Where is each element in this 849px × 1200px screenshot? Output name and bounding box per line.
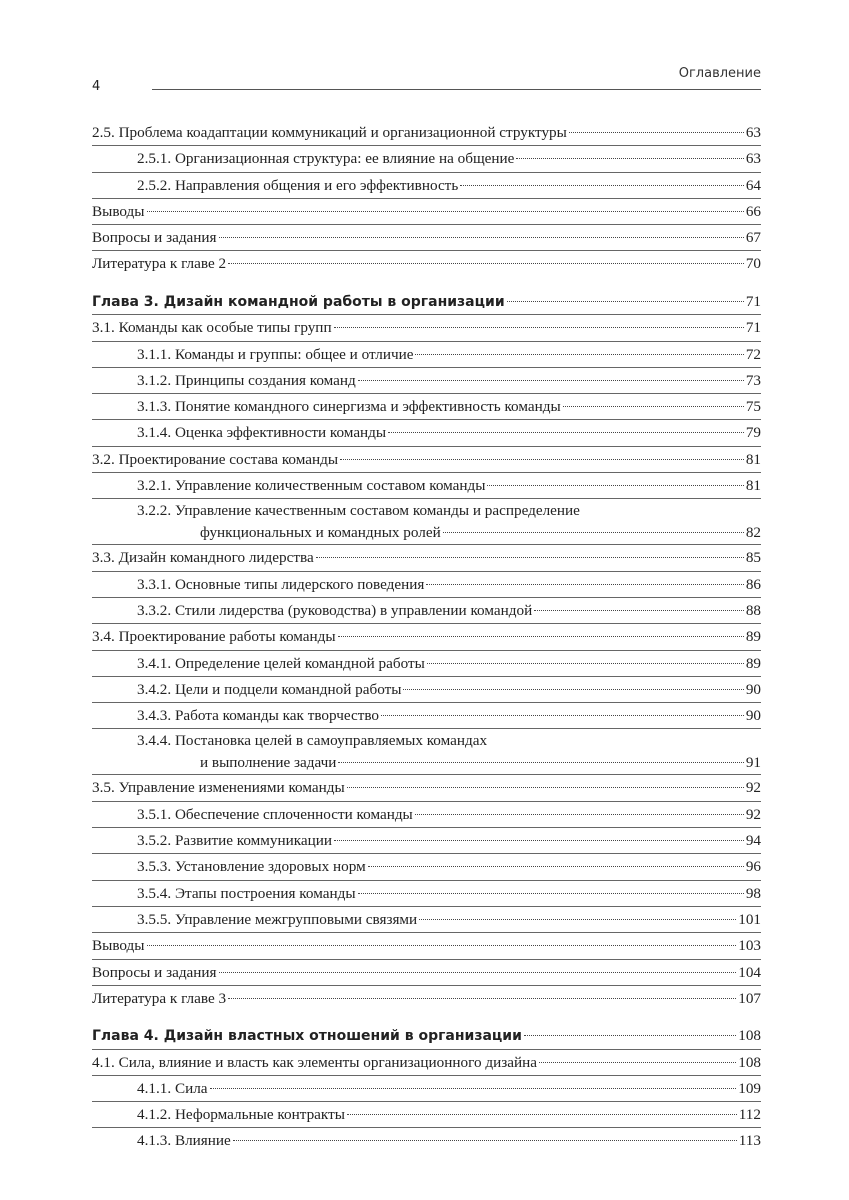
toc-entry-title: 3.4.4. Постановка целей в самоуправляемых командах xyxy=(137,732,488,750)
toc-entry[interactable] xyxy=(92,651,761,676)
dot-leader xyxy=(340,459,744,460)
toc-entry-page: 96 xyxy=(745,858,761,876)
toc-entry[interactable] xyxy=(92,315,761,340)
chapter-gap xyxy=(92,277,761,289)
toc-entry-title: 3.4.3. Работа команды как творчество xyxy=(137,707,380,725)
dot-leader xyxy=(358,380,744,381)
toc-entry-title: 4.1. Сила, влияние и власть как элементы организационного дизайна xyxy=(92,1053,537,1071)
toc-entry[interactable] xyxy=(92,677,761,702)
dot-leader xyxy=(563,406,744,407)
toc-entry[interactable] xyxy=(92,447,761,472)
dot-leader xyxy=(147,211,744,212)
toc-entry-page: 103 xyxy=(738,937,761,955)
toc-entry-title: 4.1.1. Сила xyxy=(137,1079,208,1097)
toc-entry-title: Литература к главе 3 xyxy=(92,989,227,1007)
dot-leader xyxy=(368,866,744,867)
toc-chapter-entry[interactable] xyxy=(92,289,761,314)
toc-entry[interactable] xyxy=(92,146,761,171)
toc-entry-page: 85 xyxy=(745,549,761,567)
toc-entry-title: 3.4.1. Определение целей командной работы xyxy=(137,654,425,672)
toc-entry-page: 101 xyxy=(738,910,761,928)
toc-entry[interactable] xyxy=(92,624,761,649)
toc-entry-page: 108 xyxy=(738,1053,761,1071)
toc-entry-page: 63 xyxy=(745,150,761,168)
toc-entry[interactable] xyxy=(92,933,761,958)
toc-entry-title: 3.2. Проектирование состава команды xyxy=(92,450,339,468)
toc-entry[interactable] xyxy=(92,1128,761,1153)
toc-entry-page: 81 xyxy=(745,450,761,468)
toc-entry-title: 3.1.4. Оценка эффективности команды xyxy=(137,424,387,442)
toc-entry-page: 71 xyxy=(745,292,761,310)
dot-leader xyxy=(381,715,744,716)
toc-entry-title: 3.3. Дизайн командного лидерства xyxy=(92,549,314,567)
toc-entry-page: 73 xyxy=(745,371,761,389)
toc-entry-page: 89 xyxy=(745,628,761,646)
toc-entry-page: 92 xyxy=(745,805,761,823)
dot-leader xyxy=(419,919,736,920)
dot-leader xyxy=(219,237,744,238)
toc-entry-title: 2.5.1. Организационная структура: ее влияние на общение xyxy=(137,150,515,168)
toc-entry-title: Глава 3. Дизайн командной работы в организации xyxy=(92,293,505,310)
toc-entry-page: 81 xyxy=(745,477,761,495)
dot-leader xyxy=(228,998,736,999)
toc-entry[interactable] xyxy=(92,342,761,367)
toc-entry-title: 3.5. Управление изменениями команды xyxy=(92,779,345,797)
toc-entry[interactable] xyxy=(92,907,761,932)
dot-leader xyxy=(539,1062,736,1063)
dot-leader xyxy=(147,945,737,946)
toc-entry-title: 3.5.2. Развитие коммуникации xyxy=(137,832,333,850)
toc-entry-title: 3.5.3. Установление здоровых норм xyxy=(137,858,366,876)
toc-entry-page: 98 xyxy=(745,884,761,902)
toc-entry-page: 86 xyxy=(745,575,761,593)
dot-leader xyxy=(427,663,744,664)
toc-entry[interactable] xyxy=(92,473,761,498)
toc-chapter-entry[interactable] xyxy=(92,1023,761,1048)
dot-leader xyxy=(210,1088,737,1089)
toc-entry-page: 75 xyxy=(745,398,761,416)
dot-leader xyxy=(347,1114,737,1115)
toc-entry[interactable] xyxy=(92,986,761,1011)
toc-entry[interactable] xyxy=(92,394,761,419)
dot-leader xyxy=(388,432,744,433)
toc-entry-page: 79 xyxy=(745,424,761,442)
toc-entry-title: 3.3.2. Стили лидерства (руководства) в управлении командой xyxy=(137,601,533,619)
page-number: 4 xyxy=(92,79,101,94)
table-of-contents xyxy=(92,120,761,1154)
toc-entry-page: 71 xyxy=(745,319,761,337)
toc-entry-page: 113 xyxy=(738,1132,761,1150)
toc-entry-page: 64 xyxy=(745,176,761,194)
dot-leader xyxy=(507,301,744,302)
toc-entry[interactable] xyxy=(92,729,761,774)
toc-entry[interactable] xyxy=(92,499,761,544)
toc-entry-page: 91 xyxy=(745,754,761,772)
toc-entry-page: 92 xyxy=(745,779,761,797)
toc-entry-page: 107 xyxy=(738,989,761,1007)
toc-entry-page: 90 xyxy=(745,680,761,698)
running-head: Оглавление xyxy=(678,66,761,81)
toc-entry[interactable] xyxy=(92,960,761,985)
toc-entry-title: 3.5.5. Управление межгрупповыми связями xyxy=(137,910,418,928)
toc-entry-page: 88 xyxy=(745,601,761,619)
toc-entry-title: 3.1.1. Команды и группы: общее и отличие xyxy=(137,345,414,363)
dot-leader xyxy=(443,532,744,533)
toc-entry[interactable] xyxy=(92,828,761,853)
toc-entry[interactable] xyxy=(92,173,761,198)
toc-entry-page: 63 xyxy=(745,124,761,141)
dot-leader xyxy=(347,787,744,788)
toc-entry-page: 67 xyxy=(745,229,761,247)
toc-entry-title: 4.1.2. Неформальные контракты xyxy=(137,1106,345,1124)
dot-leader xyxy=(338,636,744,637)
toc-entry[interactable] xyxy=(92,251,761,276)
toc-entry-title-continued: и выполнение задачи xyxy=(200,754,337,772)
toc-entry-title: Выводы xyxy=(92,937,145,955)
toc-entry-title: Глава 4. Дизайн властных отношений в организации xyxy=(92,1028,522,1045)
chapter-gap xyxy=(92,1011,761,1023)
toc-entry-page: 70 xyxy=(745,255,761,273)
toc-entry[interactable] xyxy=(92,1076,761,1101)
dot-leader xyxy=(534,610,744,611)
toc-entry[interactable] xyxy=(92,1102,761,1127)
header-rule xyxy=(152,89,761,90)
toc-entry-title: 2.5.2. Направления общения и его эффективность xyxy=(137,176,459,194)
dot-leader xyxy=(338,762,743,763)
toc-entry[interactable] xyxy=(92,420,761,445)
toc-entry[interactable] xyxy=(92,881,761,906)
toc-entry-title: 3.1. Команды как особые типы групп xyxy=(92,319,332,337)
dot-leader xyxy=(569,132,744,133)
toc-entry-title: 3.2.1. Управление количественным составом команды xyxy=(137,477,486,495)
toc-entry[interactable] xyxy=(92,1050,761,1075)
toc-entry-page: 82 xyxy=(745,524,761,542)
dot-leader xyxy=(334,327,744,328)
toc-entry-title: 3.1.2. Принципы создания команд xyxy=(137,371,356,389)
dot-leader xyxy=(334,840,744,841)
toc-entry-title-continued: функциональных и командных ролей xyxy=(200,524,441,542)
dot-leader xyxy=(516,158,743,159)
toc-entry[interactable] xyxy=(92,598,761,623)
dot-leader xyxy=(219,972,737,973)
toc-entry-title: Вопросы и задания xyxy=(92,229,217,247)
dot-leader xyxy=(358,893,744,894)
toc-entry[interactable] xyxy=(92,545,761,570)
toc-entry-title: 4.1.3. Влияние xyxy=(137,1132,231,1150)
toc-entry-page: 112 xyxy=(738,1106,761,1124)
toc-entry[interactable] xyxy=(92,199,761,224)
dot-leader xyxy=(233,1140,737,1141)
toc-entry[interactable] xyxy=(92,703,761,728)
toc-entry-title: Литература к главе 2 xyxy=(92,255,227,273)
toc-entry[interactable] xyxy=(92,802,761,827)
toc-entry-page: 90 xyxy=(745,707,761,725)
toc-entry-title: 3.4. Проектирование работы команды xyxy=(92,628,336,646)
toc-entry[interactable] xyxy=(92,854,761,879)
toc-entry-title: 3.4.2. Цели и подцели командной работы xyxy=(137,680,402,698)
dot-leader xyxy=(228,263,744,264)
toc-entry[interactable] xyxy=(92,368,761,393)
dot-leader xyxy=(426,584,743,585)
toc-entry-page: 94 xyxy=(745,832,761,850)
toc-entry-page: 108 xyxy=(738,1027,761,1045)
toc-entry[interactable] xyxy=(92,120,761,145)
toc-entry-title: Выводы xyxy=(92,202,145,220)
toc-entry-title: 3.5.4. Этапы построения команды xyxy=(137,884,356,902)
dot-leader xyxy=(415,814,744,815)
toc-entry-title: 3.1.3. Понятие командного синергизма и эффективность команды xyxy=(137,398,561,416)
toc-entry-title: 3.3.1. Основные типы лидерского поведения xyxy=(137,575,425,593)
toc-entry[interactable] xyxy=(92,225,761,250)
toc-entry-page: 66 xyxy=(745,202,761,220)
dot-leader xyxy=(460,185,744,186)
toc-entry[interactable] xyxy=(92,572,761,597)
toc-entry-title: 3.5.1. Обеспечение сплоченности команды xyxy=(137,805,413,823)
dot-leader xyxy=(403,689,743,690)
dot-leader xyxy=(415,354,743,355)
toc-entry-title: Вопросы и задания xyxy=(92,963,217,981)
dot-leader xyxy=(524,1035,736,1036)
dot-leader xyxy=(487,485,743,486)
toc-entry-page: 89 xyxy=(745,654,761,672)
toc-entry-page: 72 xyxy=(745,345,761,363)
dot-leader xyxy=(316,557,744,558)
toc-entry[interactable] xyxy=(92,775,761,800)
toc-entry-page: 109 xyxy=(738,1079,761,1097)
toc-entry-title: 2.5. Проблема коадаптации коммуникаций и организационной структуры xyxy=(92,124,567,141)
toc-entry-page: 104 xyxy=(738,963,761,981)
toc-entry-title: 3.2.2. Управление качественным составом команды и распределение xyxy=(137,502,580,520)
